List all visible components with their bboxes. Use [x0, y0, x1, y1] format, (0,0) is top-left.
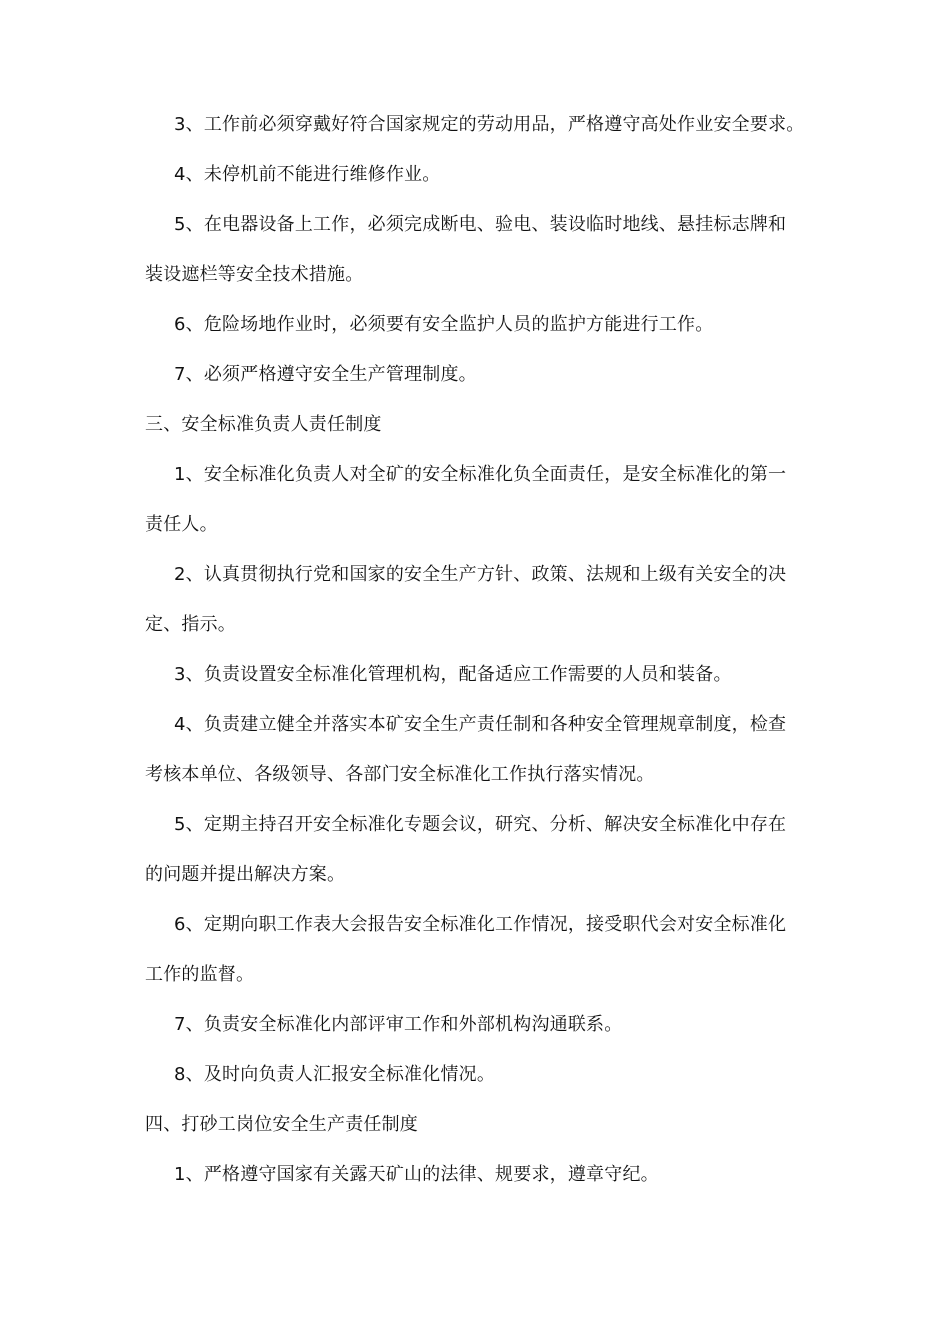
text-line: 考核本单位、各级领导、各部门安全标准化工作执行落实情况。 — [145, 764, 655, 785]
text-line: 1、安全标准化负责人对全矿的安全标准化负全面责任，是安全标准化的第一 — [174, 464, 787, 485]
section-heading: 三、安全标准负责人责任制度 — [145, 414, 382, 435]
text-line: 装设遮栏等安全技术措施。 — [145, 264, 364, 285]
section-heading: 四、打砂工岗位安全生产责任制度 — [145, 1114, 418, 1135]
text-line: 责任人。 — [145, 514, 218, 535]
text-line: 2、认真贯彻执行党和国家的安全生产方针、政策、法规和上级有关安全的决 — [174, 564, 787, 585]
text-line: 定、指示。 — [145, 614, 236, 635]
text-line: 7、必须严格遵守安全生产管理制度。 — [174, 364, 477, 385]
text-line: 5、定期主持召开安全标准化专题会议，研究、分析、解决安全标准化中存在 — [174, 814, 787, 835]
text-line: 3、工作前必须穿戴好符合国家规定的劳动用品，严格遵守高处作业安全要求。 — [174, 114, 805, 135]
text-line: 7、负责安全标准化内部评审工作和外部机构沟通联系。 — [174, 1014, 623, 1035]
text-line: 6、定期向职工作表大会报告安全标准化工作情况，接受职代会对安全标准化 — [174, 914, 787, 935]
text-line: 6、危险场地作业时，必须要有安全监护人员的监护方能进行工作。 — [174, 314, 714, 335]
text-line: 4、未停机前不能进行维修作业。 — [174, 164, 441, 185]
text-line: 3、负责设置安全标准化管理机构，配备适应工作需要的人员和装备。 — [174, 664, 732, 685]
document-page — [145, 100, 817, 1200]
text-line: 的问题并提出解决方案。 — [145, 864, 346, 885]
text-line: 4、负责建立健全并落实本矿安全生产责任制和各种安全管理规章制度，检查 — [174, 714, 787, 735]
text-line: 8、及时向负责人汇报安全标准化情况。 — [174, 1064, 496, 1085]
text-line: 5、在电器设备上工作，必须完成断电、验电、装设临时地线、悬挂标志牌和 — [174, 214, 787, 235]
text-line: 1、严格遵守国家有关露天矿山的法律、规要求，遵章守纪。 — [174, 1164, 659, 1185]
text-line: 工作的监督。 — [145, 964, 255, 985]
